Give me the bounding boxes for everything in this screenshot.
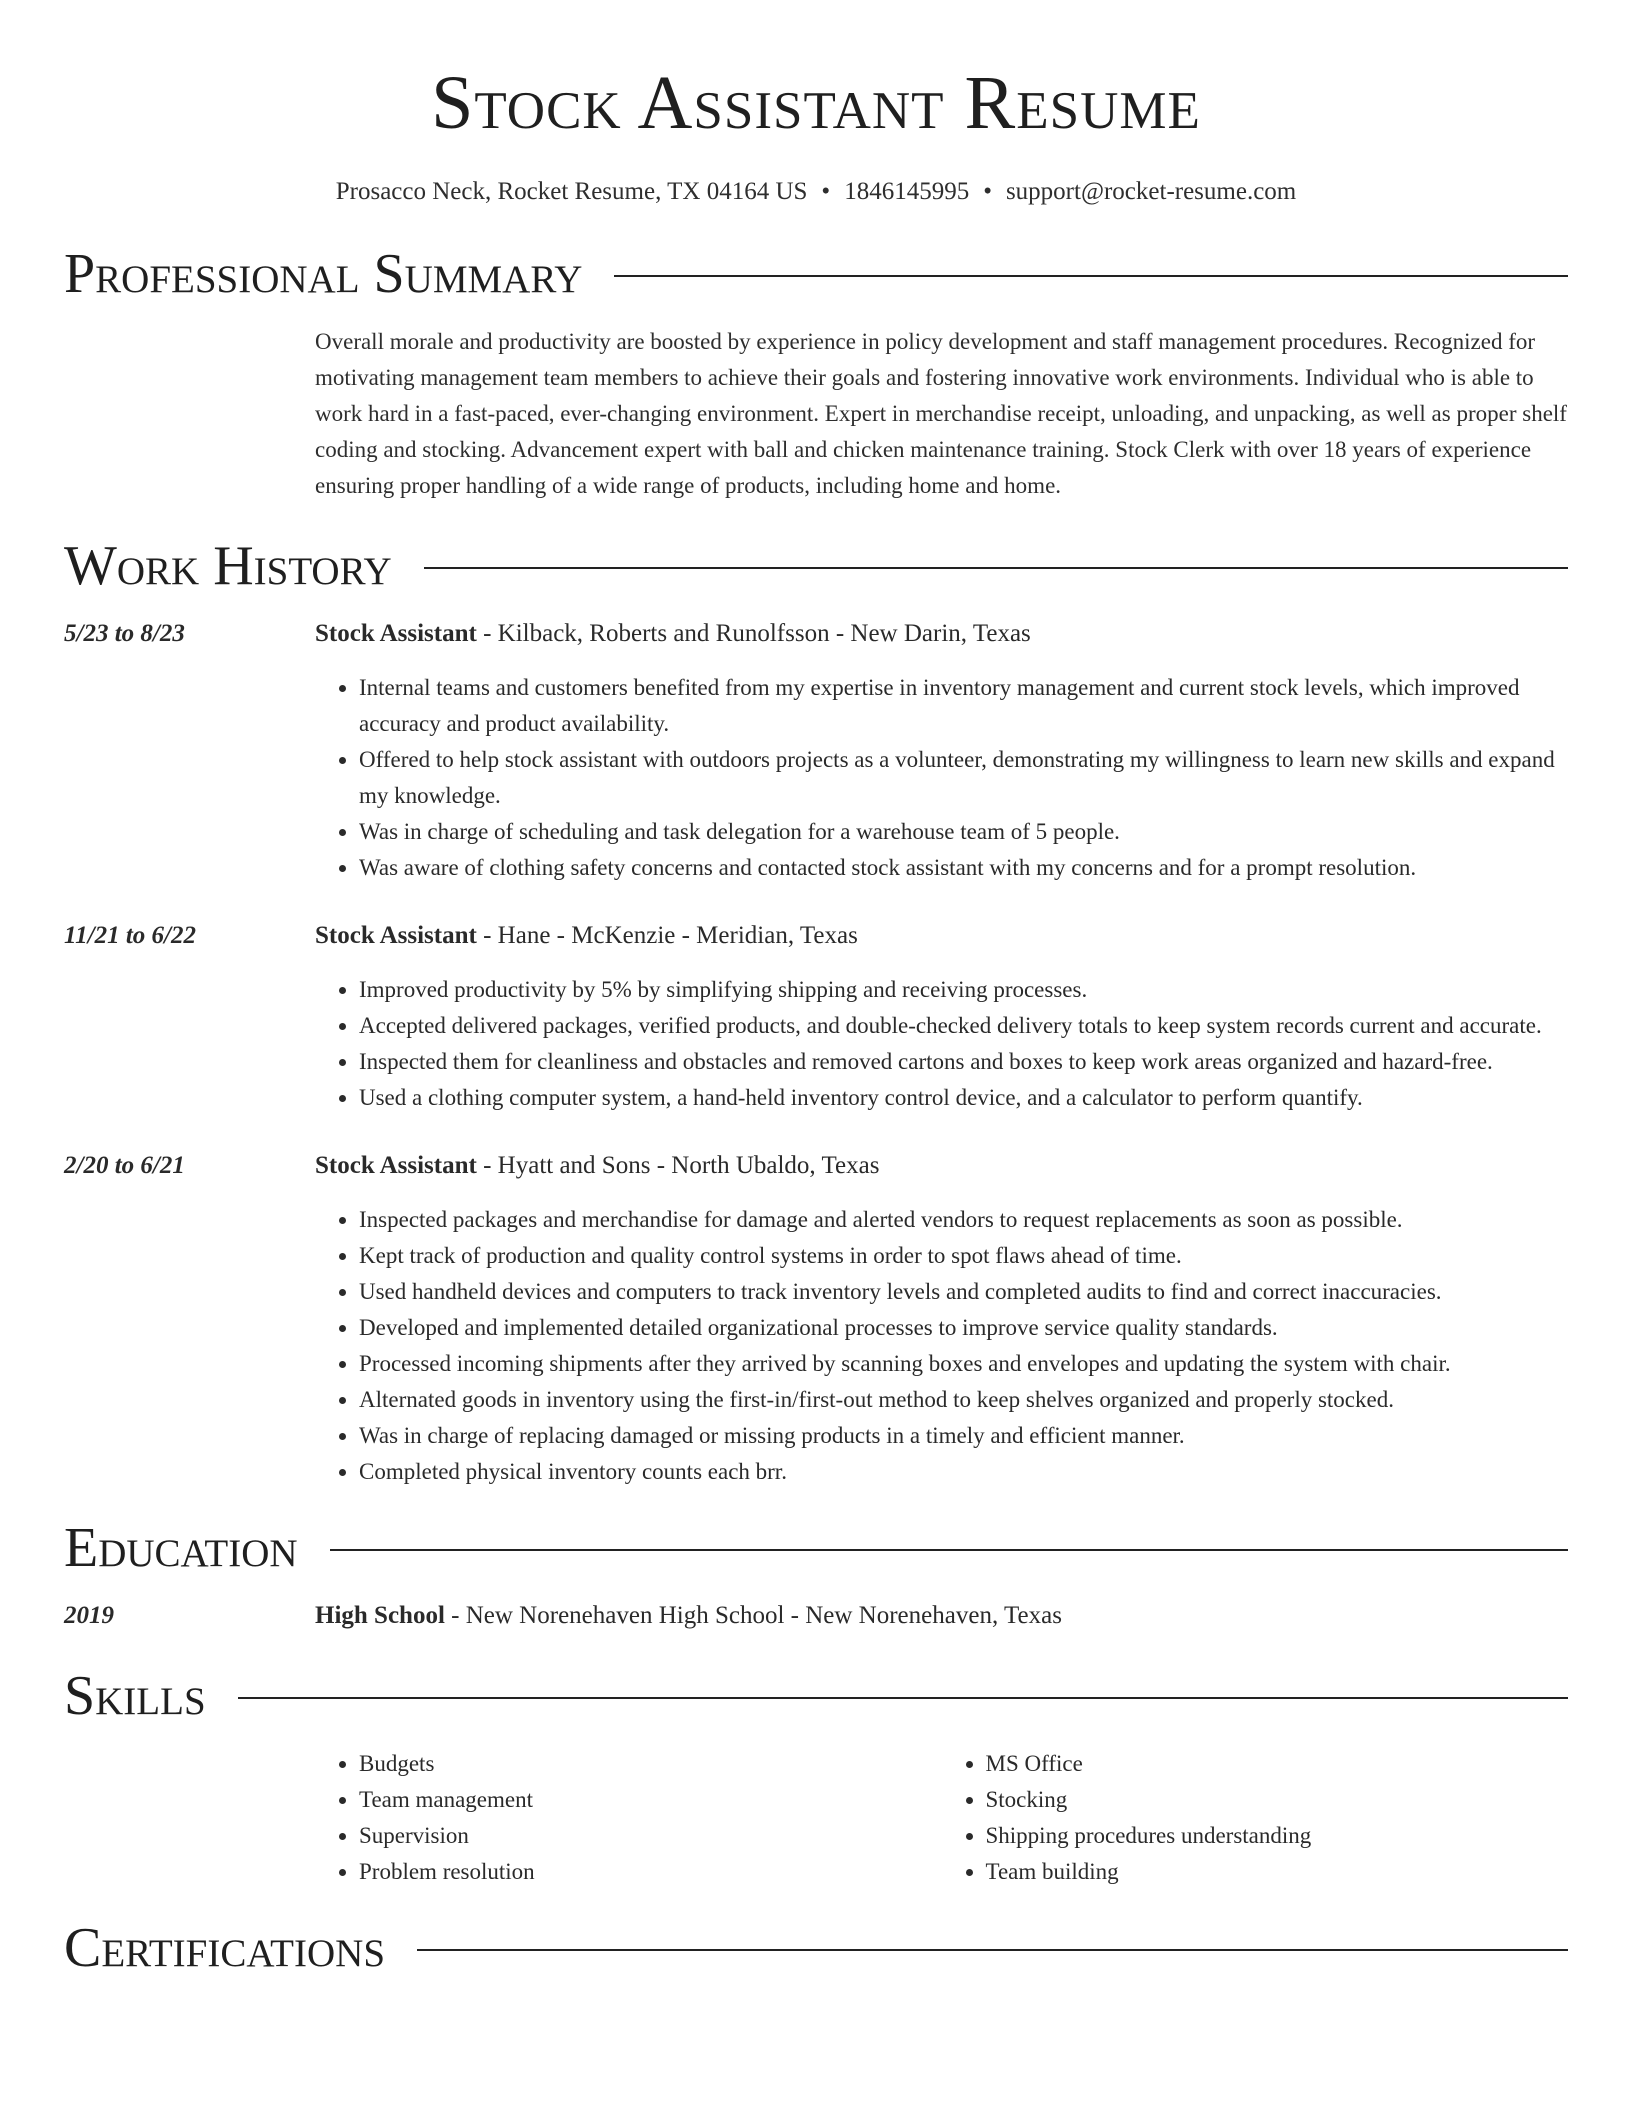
skills-column-right: [942, 1746, 1569, 1890]
section-title-skills: Skills: [64, 1665, 206, 1727]
section-divider: [614, 275, 1568, 277]
education-year: 2019: [64, 1602, 114, 1629]
section-header-summary: [64, 242, 1568, 306]
job-bullet: • Inspected packages and merchandise for damage and alerted vendors to request replacements as soon as possible.: [359, 1202, 1568, 1238]
skill-item: • Team management: [359, 1782, 942, 1818]
job-dates: 5/23 to 8/23: [64, 620, 185, 647]
skills-list: [315, 1746, 1568, 1890]
contact-separator: •: [821, 178, 831, 205]
job-title: Stock Assistant: [315, 922, 477, 949]
job-bullet: • Used handheld devices and computers to track inventory levels and completed audits to find and correct inaccuracies.: [359, 1274, 1568, 1310]
job-dates: 2/20 to 6/21: [64, 1152, 185, 1179]
section-header-skills: [64, 1664, 1568, 1728]
education-degree: High School: [315, 1602, 445, 1629]
job-details: - Hyatt and Sons - North Ubaldo, Texas: [476, 1152, 880, 1179]
job-bullet: • Was aware of clothing safety concerns and contacted stock assistant with my concerns and for a prompt resolution.: [359, 850, 1568, 886]
resume-title: Stock Assistant Resume: [431, 61, 1201, 145]
job-bullet: • Kept track of production and quality control systems in order to spot flaws ahead of time.: [359, 1238, 1568, 1274]
section-header-certifications: [64, 1916, 1568, 1980]
job-heading: [315, 616, 1568, 652]
job-bullets: [315, 972, 1568, 1116]
education-details: - New Norenehaven High School - New Norenehaven, Texas: [444, 1602, 1062, 1629]
contact-separator: •: [983, 178, 992, 205]
skill-item: • Stocking: [986, 1782, 1569, 1818]
section-divider: [417, 1949, 1568, 1951]
skill-item: • Supervision: [359, 1818, 942, 1854]
job-heading: [315, 1148, 1568, 1184]
contact-phone: 1846145995: [844, 178, 970, 205]
job-entry: [64, 1148, 1568, 1490]
section-header-work: [64, 534, 1568, 598]
job-bullet: • Developed and implemented detailed organizational processes to improve service quality standards.: [359, 1310, 1568, 1346]
contact-email: support@rocket-resume.com: [1005, 178, 1297, 205]
summary-text: Overall morale and productivity are boosted by experience in policy development and staff management procedures. Recognized for motivating management team members to achieve their goals and fostering innovative work environments. Individual who is able to work hard in a fast-paced, ever-changing environment. Expert in merchandise receipt, unloading, and unpacking, as well as proper shelf coding and stocking. Advancement expert with ball and chicken maintenance training. Stock Clerk with over 18 years of experience ensuring proper handling of a wide range of products, including home and home.: [315, 329, 1567, 498]
section-title-summary: Professional Summary: [64, 243, 583, 305]
job-entry: [64, 616, 1568, 886]
education-heading: [315, 1598, 1568, 1634]
job-bullet: • Accepted delivered packages, verified products, and double-checked delivery totals to keep system records current and accurate.: [359, 1008, 1568, 1044]
section-divider: [424, 567, 1568, 569]
job-entry: [64, 918, 1568, 1116]
job-title: Stock Assistant: [315, 1152, 477, 1179]
job-bullet: • Internal teams and customers benefited from my expertise in inventory management and current stock levels, which improved accuracy and product availability.: [359, 670, 1568, 742]
skill-item: • Problem resolution: [359, 1854, 942, 1890]
job-bullet: • Was in charge of replacing damaged or missing products in a timely and efficient manner.: [359, 1418, 1568, 1454]
job-bullet: • Improved productivity by 5% by simplifying shipping and receiving processes.: [359, 972, 1568, 1008]
resume-page: [64, 0, 1568, 1980]
skill-item: • MS Office: [986, 1746, 1569, 1782]
education-entry: [64, 1598, 1568, 1634]
contact-address: Prosacco Neck, Rocket Resume, TX 04164 US: [335, 178, 808, 205]
contact-line: [64, 176, 1568, 208]
skills-column-left: [315, 1746, 942, 1890]
section-divider: [330, 1549, 1568, 1551]
skill-item: • Budgets: [359, 1746, 942, 1782]
job-bullet: • Used a clothing computer system, a hand-held inventory control device, and a calculator to perform quantify.: [359, 1080, 1568, 1116]
job-bullet: • Processed incoming shipments after they arrived by scanning boxes and envelopes and updating the system with chair.: [359, 1346, 1568, 1382]
job-bullets: [315, 670, 1568, 886]
section-title-education: Education: [64, 1517, 298, 1579]
job-dates: 11/21 to 6/22: [64, 922, 196, 949]
section-title-work: Work History: [64, 535, 392, 597]
job-heading: [315, 918, 1568, 954]
skill-item: • Shipping procedures understanding: [986, 1818, 1569, 1854]
section-title-certifications: Certifications: [64, 1917, 386, 1979]
section-header-education: [64, 1516, 1568, 1580]
job-bullets: [315, 1202, 1568, 1490]
job-details: - Kilback, Roberts and Runolfsson - New Darin, Texas: [476, 620, 1031, 647]
job-bullet: • Was in charge of scheduling and task delegation for a warehouse team of 5 people.: [359, 814, 1568, 850]
job-title: Stock Assistant: [315, 620, 477, 647]
skill-item: • Team building: [986, 1854, 1569, 1890]
job-bullet: • Offered to help stock assistant with outdoors projects as a volunteer, demonstrating my willingness to learn new skills and expand my knowledge.: [359, 742, 1568, 814]
section-divider: [238, 1697, 1568, 1699]
job-bullet: • Alternated goods in inventory using the first-in/first-out method to keep shelves organized and properly stocked.: [359, 1382, 1568, 1418]
job-bullet: • Inspected them for cleanliness and obstacles and removed cartons and boxes to keep work areas organized and hazard-free.: [359, 1044, 1568, 1080]
job-details: - Hane - McKenzie - Meridian, Texas: [476, 922, 858, 949]
job-bullet: • Completed physical inventory counts each brr.: [359, 1454, 1568, 1490]
